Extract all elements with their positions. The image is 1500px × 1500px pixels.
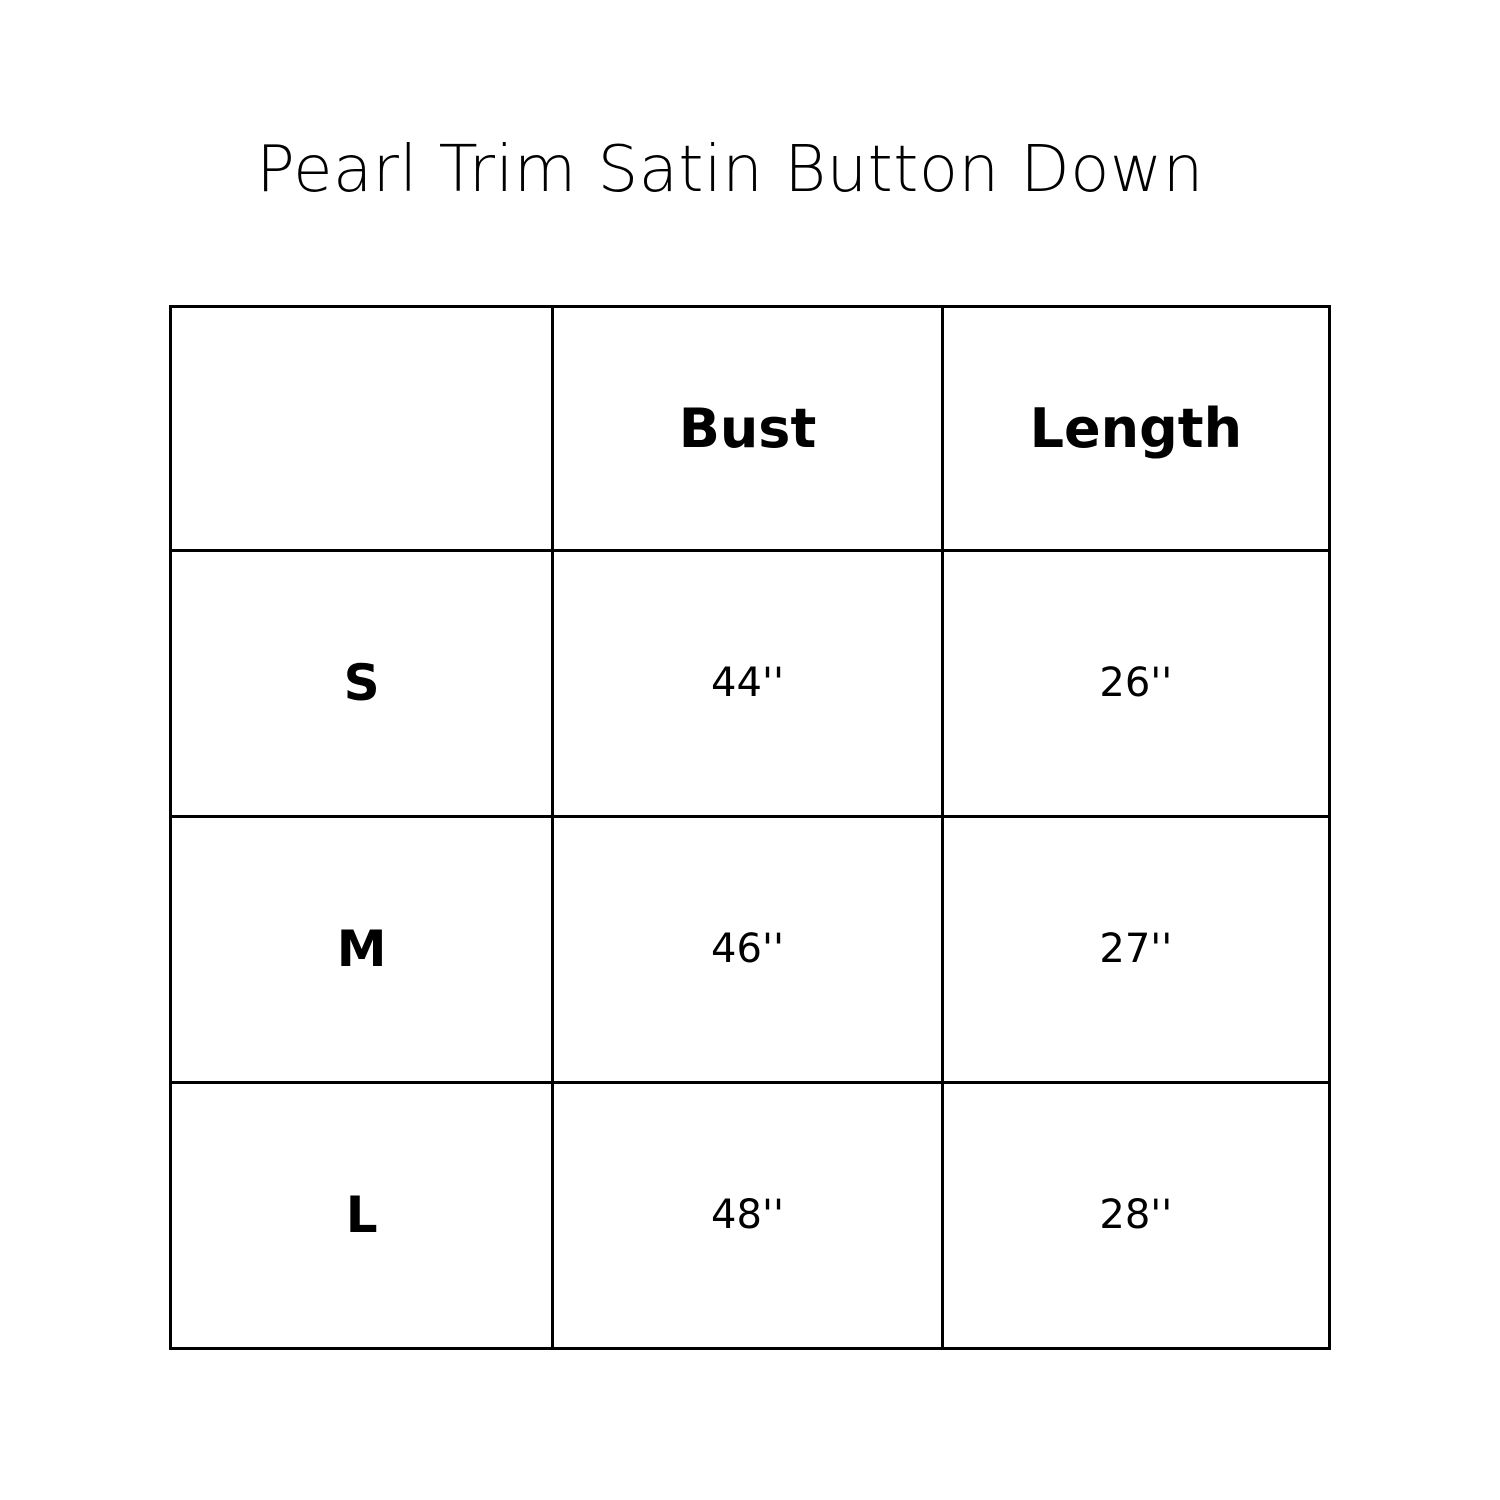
size-label: S [171,550,553,816]
table-row [171,816,1330,1082]
table-row [171,550,1330,816]
length-value: 28'' [942,1082,1329,1348]
length-value: 26'' [942,550,1329,816]
table-header-row [171,307,1330,551]
bust-value: 44'' [553,550,942,816]
header-cell-length: Length [942,307,1329,551]
bust-value: 46'' [553,816,942,1082]
page-title: Pearl Trim Satin Button Down [256,133,1204,207]
header-cell-empty [171,307,553,551]
size-label: L [171,1082,553,1348]
length-value: 27'' [942,816,1329,1082]
bust-value: 48'' [553,1082,942,1348]
size-label: M [171,816,553,1082]
table-row [171,1082,1330,1348]
header-cell-bust: Bust [553,307,942,551]
size-chart-table [169,305,1331,1350]
